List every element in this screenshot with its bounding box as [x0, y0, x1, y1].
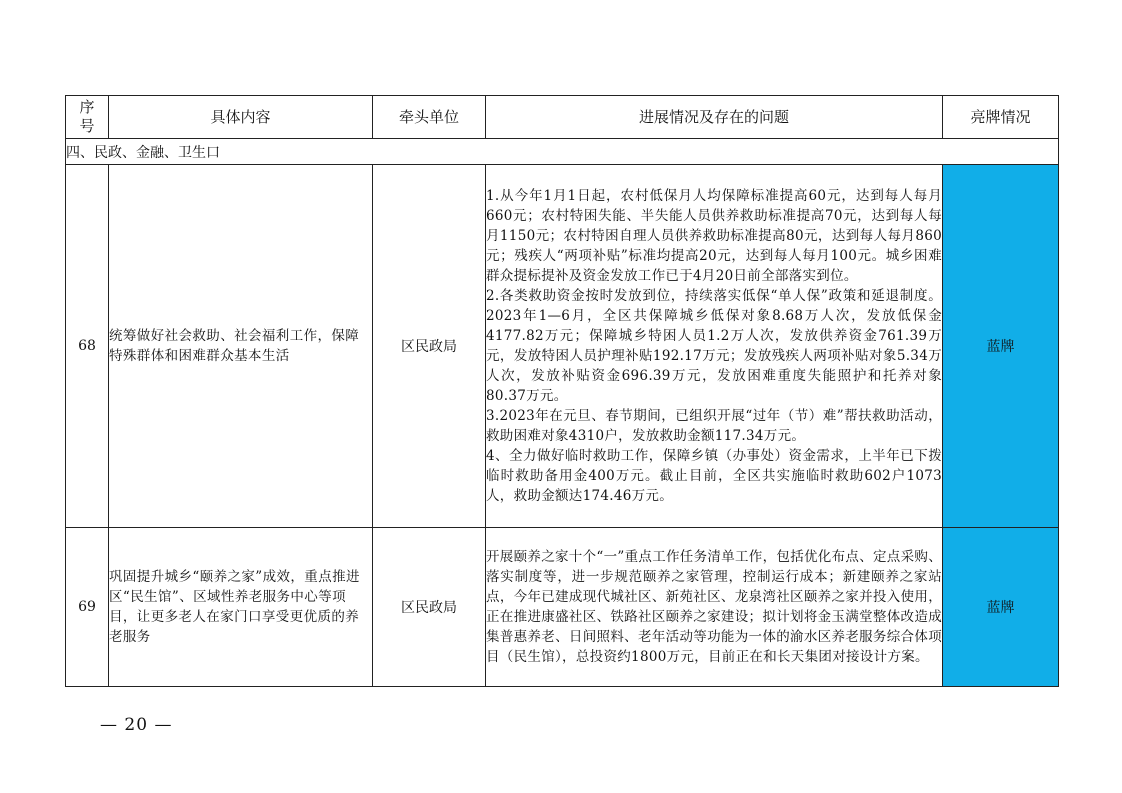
row-num: 68	[66, 165, 109, 528]
table-header-row	[66, 96, 1059, 139]
table-row	[66, 528, 1059, 687]
header-lead: 牵头单位	[373, 96, 486, 139]
page-number: — 20 —	[100, 715, 173, 735]
row-progress	[486, 528, 943, 687]
status-badge: 蓝牌	[943, 165, 1059, 528]
progress-paragraph: 4、全力做好临时救助工作，保障乡镇（办事处）资金需求，上半年已下拨临时救助备用金400万元。截止目前，全区共实施临时救助602户1073人，救助金额达174.46万元。	[486, 448, 942, 504]
status-badge: 蓝牌	[943, 528, 1059, 687]
header-progress: 进展情况及存在的问题	[486, 96, 943, 139]
progress-table	[65, 95, 1059, 687]
header-status: 亮牌情况	[943, 96, 1059, 139]
section-title: 四、民政、金融、卫生口	[66, 139, 1059, 165]
header-content: 具体内容	[109, 96, 373, 139]
table-row	[66, 165, 1059, 528]
row-lead-unit: 区民政局	[373, 165, 486, 528]
section-row	[66, 139, 1059, 165]
progress-paragraph: 1.从今年1月1日起，农村低保月人均保障标准提高60元，达到每人每月660元；农村特困失能、半失能人员供养救助标准提高70元，达到每人每月1150元；农村特困自理人员供养救助标准提高80元，达到每人每月860元；残疾人“两项补贴”标准均提高20元，达到每人每月100元。城乡困难群众提标提补及资金发放工作已于4月20日前全部落实到位。	[486, 188, 942, 284]
row-progress	[486, 165, 943, 528]
progress-paragraph: 开展颐养之家十个“一”重点工作任务清单工作，包括优化布点、定点采购、落实制度等，进一步规范颐养之家管理，控制运行成本；新建颐养之家站点，今年已建成现代城社区、新苑社区、龙泉湾社区颐养之家并投入使用，正在推进康盛社区、铁路社区颐养之家建设；拟计划将金玉满堂整体改造成集普惠养老、日间照料、老年活动等功能为一体的渝水区养老服务综合体项目（民生馆），总投资约1800万元，目前正在和长天集团对接设计方案。	[486, 549, 943, 665]
row-num: 69	[66, 528, 109, 687]
row-content: 统筹做好社会救助、社会福利工作，保障特殊群体和困难群众基本生活	[109, 165, 373, 528]
progress-paragraph: 3.2023年在元旦、春节期间，已组织开展“过年（节）难”帮扶救助活动，救助困难对象4310户，发放救助金额117.34万元。	[486, 408, 942, 444]
row-lead-unit: 区民政局	[373, 528, 486, 687]
header-num: 序 号	[66, 96, 109, 139]
row-content: 巩固提升城乡“颐养之家”成效，重点推进区“民生馆”、区域性养老服务中心等项目，让更多老人在家门口享受更优质的养老服务	[109, 528, 373, 687]
progress-paragraph: 2.各类救助资金按时发放到位，持续落实低保“单人保”政策和延退制度。2023年1—6月，全区共保障城乡低保对象8.68万人次，发放低保金4177.82万元；保障城乡特困人员1.2万人次，发放供养资金761.39万元，发放特困人员护理补贴192.17万元；发放残疾人两项补贴对象5.34万人次，发放补贴资金696.39万元，发放困难重度失能照护和托养对象80.37万元。	[486, 288, 942, 404]
